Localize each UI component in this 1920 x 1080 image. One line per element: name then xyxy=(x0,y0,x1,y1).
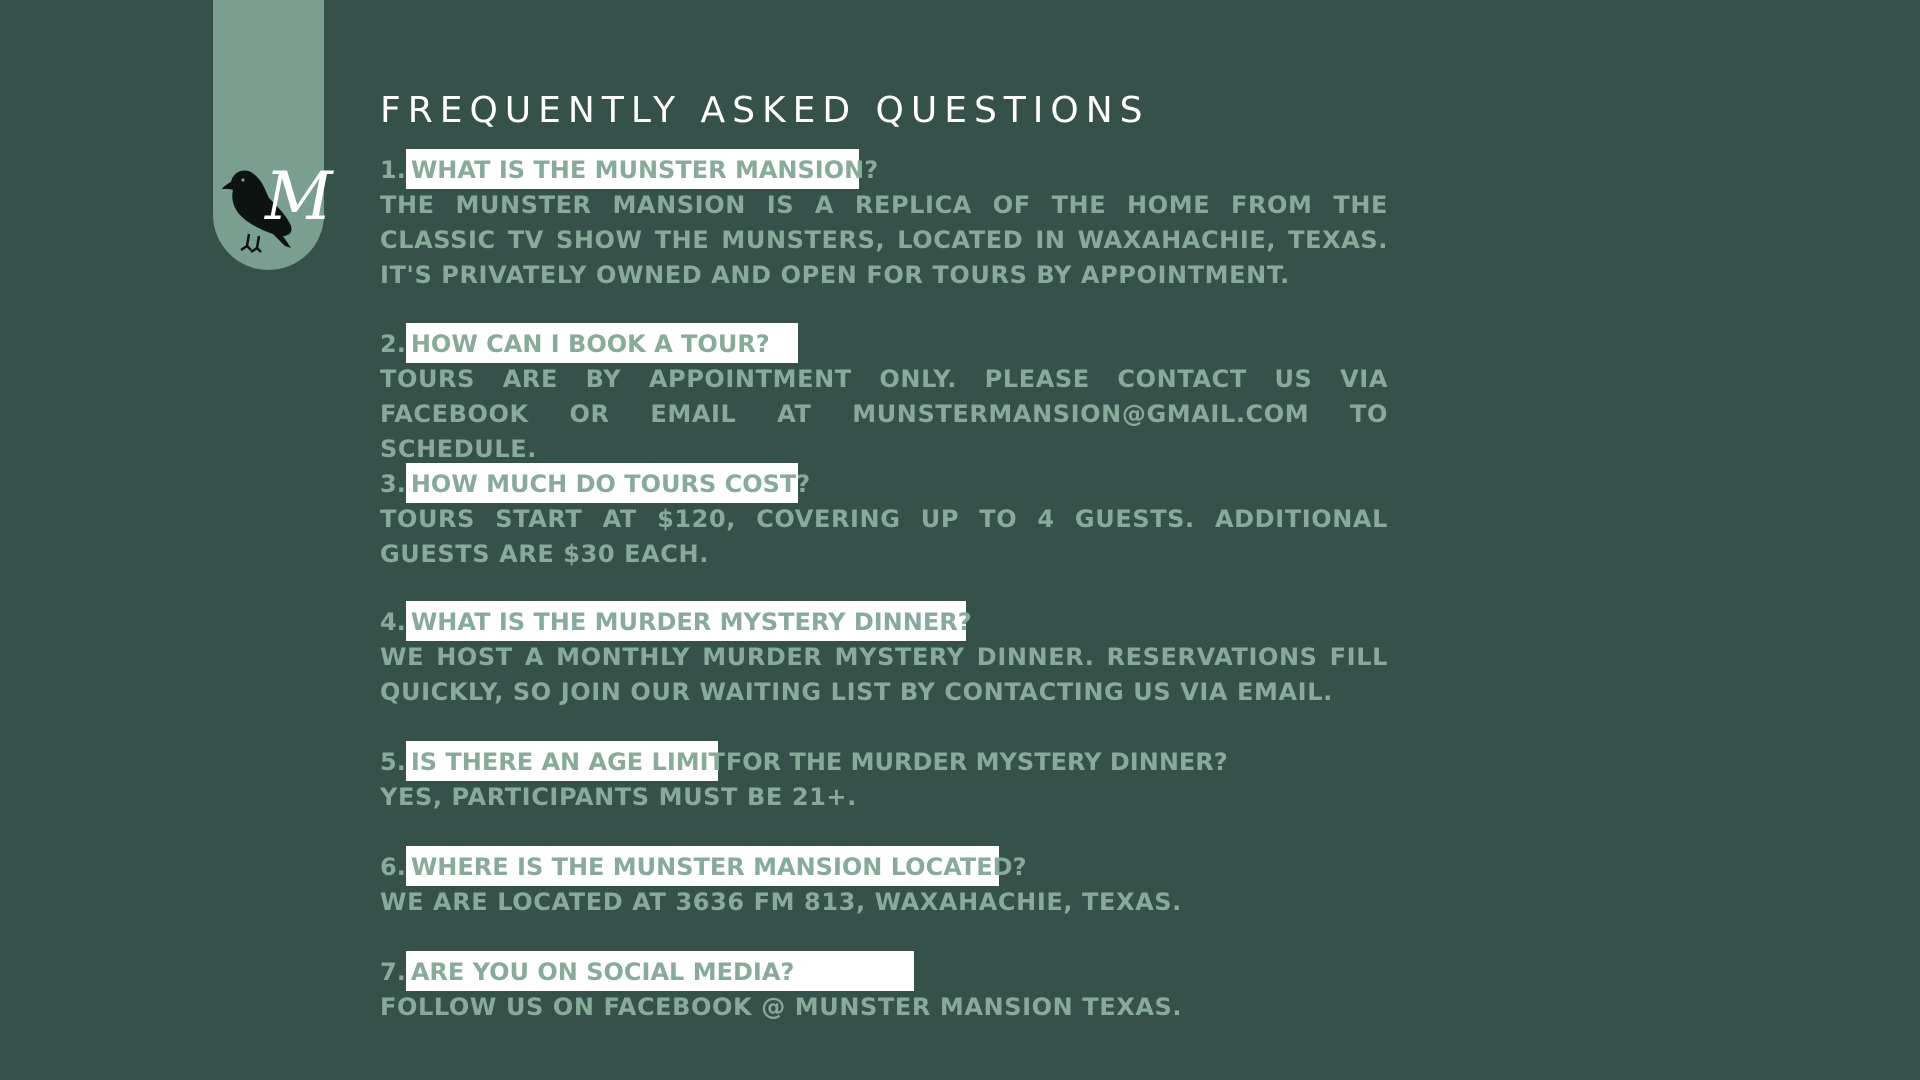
faq-question-highlight: WHAT IS THE MUNSTER MANSION? xyxy=(406,149,859,189)
faq-item xyxy=(380,153,1388,293)
faq-question xyxy=(380,605,1388,640)
faq-item xyxy=(380,955,1388,1025)
faq-question-highlight: WHERE IS THE MUNSTER MANSION LOCATED? xyxy=(406,846,999,886)
faq-answer: WE ARE LOCATED AT 3636 FM 813, WAXAHACHIE, TEXAS. xyxy=(380,888,1182,916)
faq-answer: THE MUNSTER MANSION IS A REPLICA OF THE HOME FROM THE CLASSIC TV SHOW THE MUNSTERS, LOCATED IN WAXAHACHIE, TEXAS. IT'S PRIVATELY OWNED AND OPEN FOR TOURS BY APPOINTMENT. xyxy=(380,191,1388,289)
faq-answer: WE HOST A MONTHLY MURDER MYSTERY DINNER. RESERVATIONS FILL QUICKLY, SO JOIN OUR WAITING LIST BY CONTACTING US VIA EMAIL. xyxy=(380,643,1388,706)
faq-number: 6. xyxy=(380,853,406,881)
logo-monogram: M xyxy=(265,158,333,235)
faq-number: 4. xyxy=(380,608,406,636)
faq-question-highlight: IS THERE AN AGE LIMIT xyxy=(406,741,718,781)
faq-number: 7. xyxy=(380,958,406,986)
faq-question-highlight: HOW CAN I BOOK A TOUR? xyxy=(406,323,798,363)
faq-item xyxy=(380,605,1388,710)
faq-number: 1. xyxy=(380,156,406,184)
faq-question-rest: FOR THE MURDER MYSTERY DINNER? xyxy=(725,748,1228,776)
faq-number: 2. xyxy=(380,330,406,358)
faq-question-highlight: HOW MUCH DO TOURS COST? xyxy=(406,463,798,503)
faq-question xyxy=(380,955,1388,990)
logo-tab xyxy=(213,0,333,270)
faq-question xyxy=(380,327,1388,362)
faq-question xyxy=(380,850,1388,885)
faq-question-highlight: WHAT IS THE MURDER MYSTERY DINNER? xyxy=(406,601,966,641)
faq-item xyxy=(380,467,1388,572)
faq-item xyxy=(380,745,1388,815)
faq-item xyxy=(380,327,1388,467)
faq-question xyxy=(380,745,1388,780)
faq-question xyxy=(380,153,1388,188)
faq-question xyxy=(380,467,1388,502)
faq-answer: TOURS ARE BY APPOINTMENT ONLY. PLEASE CONTACT US VIA FACEBOOK OR EMAIL AT MUNSTERMANSION@GMAIL.COM TO SCHEDULE. xyxy=(380,365,1388,463)
faq-answer: YES, PARTICIPANTS MUST BE 21+. xyxy=(380,783,857,811)
faq-number: 3. xyxy=(380,470,406,498)
faq-question-highlight: ARE YOU ON SOCIAL MEDIA? xyxy=(406,951,914,991)
faq-number: 5. xyxy=(380,748,406,776)
faq-answer: TOURS START AT $120, COVERING UP TO 4 GUESTS. ADDITIONAL GUESTS ARE $30 EACH. xyxy=(380,505,1388,568)
page-title: FREQUENTLY ASKED QUESTIONS xyxy=(380,90,1150,131)
faq-answer: FOLLOW US ON FACEBOOK @ MUNSTER MANSION TEXAS. xyxy=(380,993,1183,1021)
faq-item xyxy=(380,850,1388,920)
